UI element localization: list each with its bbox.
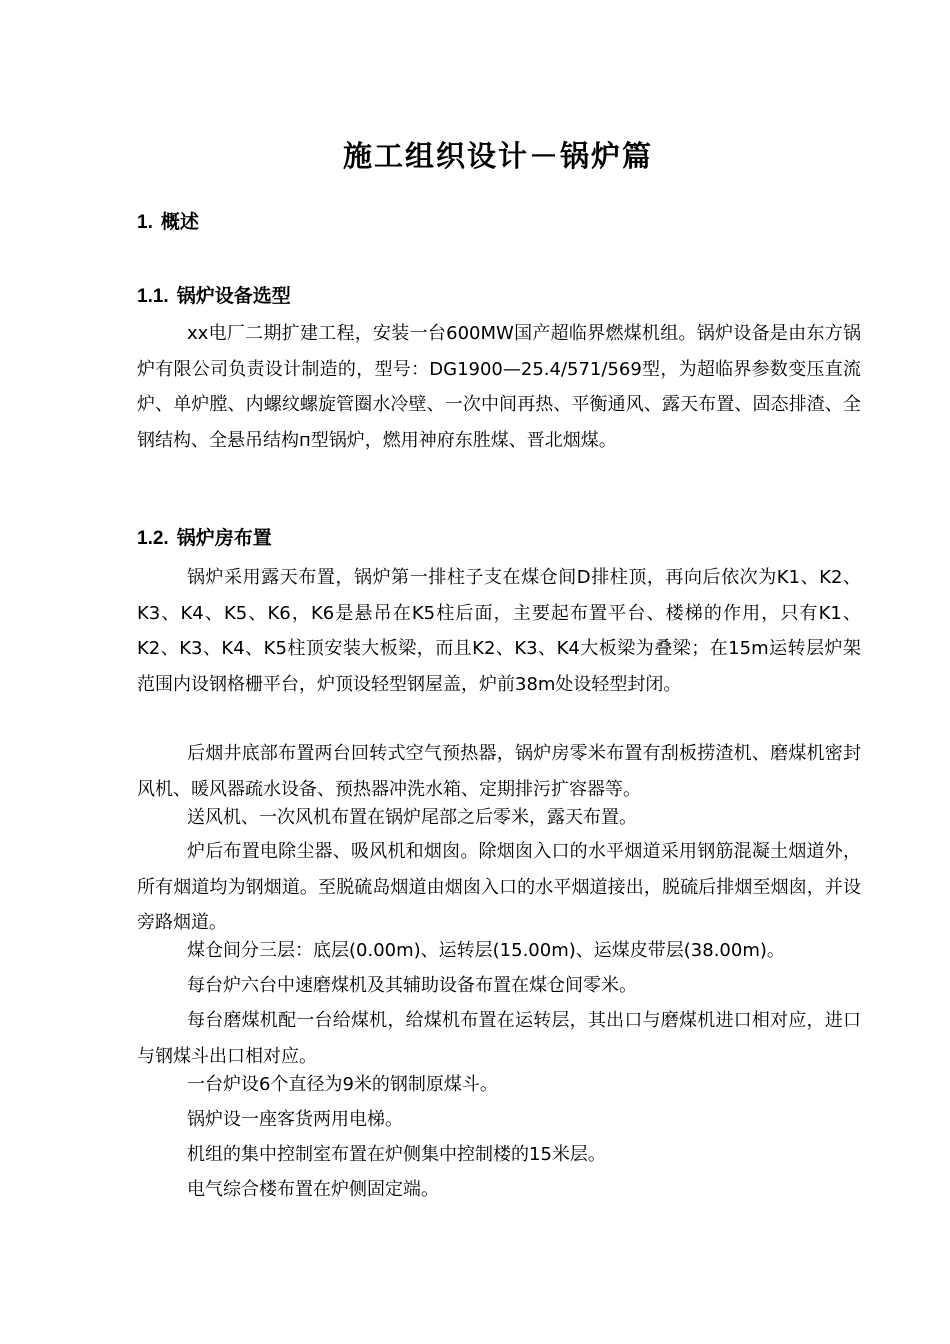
section-title: 概述 <box>160 211 199 233</box>
section-heading-overview <box>137 208 199 237</box>
section-number: 1. <box>137 212 153 233</box>
paragraph: 一台炉设6个直径为9米的钢制原煤斗。 <box>187 1074 498 1095</box>
paragraph: 电气综合楼布置在炉侧固定端。 <box>187 1179 439 1200</box>
paragraph: 机组的集中控制室布置在炉侧集中控制楼的15米层。 <box>187 1144 606 1165</box>
paragraph: 每台炉六台中速磨煤机及其辅助设备布置在煤仓间零米。 <box>187 975 637 996</box>
subsection-heading-boiler-room-layout <box>137 524 272 553</box>
subsection-title: 锅炉房布置 <box>176 527 272 549</box>
subsection-number: 1.2. <box>137 528 169 549</box>
paragraph: 每台磨煤机配一台给煤机，给煤机布置在运转层，其出口与磨煤机进口相对应，进口与钢煤斗出口相对应。 <box>137 1010 861 1067</box>
paragraph: 炉后布置电除尘器、吸风机和烟囱。除烟囱入口的水平烟道采用钢筋混凝土烟道外，所有烟道均为钢烟道。至脱硫岛烟道由烟囱入口的水平烟道接出，脱硫后排烟至烟囱，并设旁路烟道。 <box>137 841 861 933</box>
paragraph: 锅炉采用露天布置，锅炉第一排柱子支在煤仓间D排柱顶，再向后依次为K1、K2、K3、K4、K5、K6，K6是悬吊在K5柱后面，主要起布置平台、楼梯的作用，只有K1、K2、K3、K4、K5柱顶安装大板梁，而且K2、K3、K4大板梁为叠梁；在15m运转层炉架范围内设钢格栅平台，炉顶设轻型钢屋盖，炉前38m处设轻型封闭。 <box>137 567 861 695</box>
paragraph: xx电厂二期扩建工程，安装一台600MW国产超临界燃煤机组。锅炉设备是由东方锅炉有限公司负责设计制造的，型号：DG1900—25.4/571/569型，为超临界参数变压直流炉、单炉膛、内螺纹螺旋管圈水冷壁、一次中间再热、平衡通风、露天布置、固态排渣、全钢结构、全悬吊结构п型锅炉，燃用神府东胜煤、晋北烟煤。 <box>137 323 861 451</box>
paragraph: 煤仓间分三层：底层(0.00m)、运转层(15.00m)、运煤皮带层(38.00m)。 <box>187 940 785 961</box>
subsection-heading-boiler-selection <box>137 282 291 311</box>
subsection-number: 1.1. <box>137 286 169 307</box>
document-title: 施工组织设计－锅炉篇 <box>342 139 653 173</box>
paragraph: 锅炉设一座客货两用电梯。 <box>187 1109 403 1130</box>
paragraph: 送风机、一次风机布置在锅炉尾部之后零米，露天布置。 <box>187 807 637 828</box>
subsection-title: 锅炉设备选型 <box>176 285 291 307</box>
paragraph: 后烟井底部布置两台回转式空气预热器，锅炉房零米布置有刮板捞渣机、磨煤机密封风机、暖风器疏水设备、预热器冲洗水箱、定期排污扩容器等。 <box>137 743 861 800</box>
